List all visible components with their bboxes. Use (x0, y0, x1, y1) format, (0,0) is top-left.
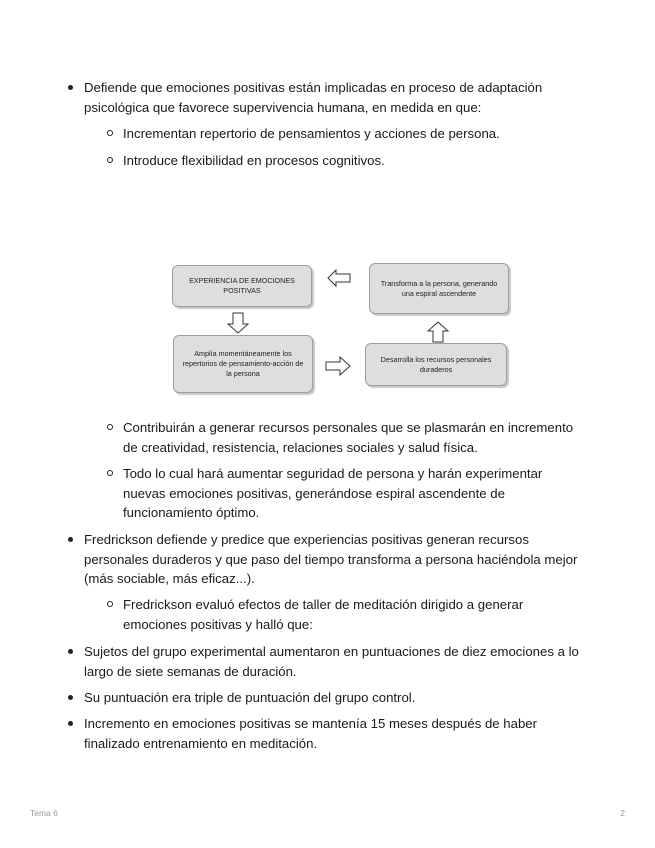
arrow-right-icon (325, 356, 351, 376)
sub-list-1b (123, 151, 583, 171)
sub-list-1 (123, 124, 583, 144)
sub-list-2b (123, 464, 583, 523)
bullet-list-3b (84, 688, 584, 708)
arrow-left-icon (327, 268, 351, 288)
arrow-up-icon (427, 321, 449, 343)
bullet-list-3c (84, 714, 584, 753)
bullet-list-1 (84, 78, 584, 117)
list-item: Incremento en emociones positivas se mantenía 15 meses después de haber finalizado entrenamiento en meditación. (84, 714, 584, 753)
list-item: Contribuirán a generar recursos personales que se plasmarán en incremento de creatividad, resistencia, relaciones sociales y salud física. (123, 418, 583, 457)
footer-topic: Tema 6 (30, 808, 58, 818)
sub-list-3 (123, 595, 583, 634)
sub-list-2 (123, 418, 583, 457)
diagram-box-transforma: Transforma a la persona, generando una espiral ascendente (369, 263, 509, 314)
list-item: Defiende que emociones positivas están implicadas en proceso de adaptación psicológica que favorece supervivencia humana, en medida en que: (84, 78, 584, 117)
diagram-box-desarrolla: Desarrolla los recursos personales duraderos (365, 343, 507, 386)
bullet-list-3 (84, 642, 584, 681)
diagram-box-amplia: Amplía momentáneamente los repertorios de pensamiento-acción de la persona (173, 335, 313, 393)
list-item: Todo lo cual hará aumentar seguridad de persona y harán experimentar nuevas emociones positivas, generándose espiral ascendente de funcionamiento óptimo. (123, 464, 583, 523)
list-item: Su puntuación era triple de puntuación del grupo control. (84, 688, 584, 708)
bullet-list-2 (84, 530, 584, 589)
list-item: Incrementan repertorio de pensamientos y acciones de persona. (123, 124, 583, 144)
list-item: Introduce flexibilidad en procesos cognitivos. (123, 151, 583, 171)
arrow-down-icon (227, 312, 249, 334)
list-item: Fredrickson defiende y predice que experiencias positivas generan recursos personales duraderos y que paso del tiempo transforma a persona haciéndola mejor (más sociable, más eficaz...). (84, 530, 584, 589)
page-number: 2 (620, 808, 625, 818)
diagram-box-experiencia: EXPERIENCIA DE EMOCIONES POSITIVAS (172, 265, 312, 307)
list-item: Sujetos del grupo experimental aumentaron en puntuaciones de diez emociones a lo largo de siete semanas de duración. (84, 642, 584, 681)
spiral-diagram (170, 260, 515, 395)
list-item: Fredrickson evaluó efectos de taller de meditación dirigido a generar emociones positivas y halló que: (123, 595, 583, 634)
